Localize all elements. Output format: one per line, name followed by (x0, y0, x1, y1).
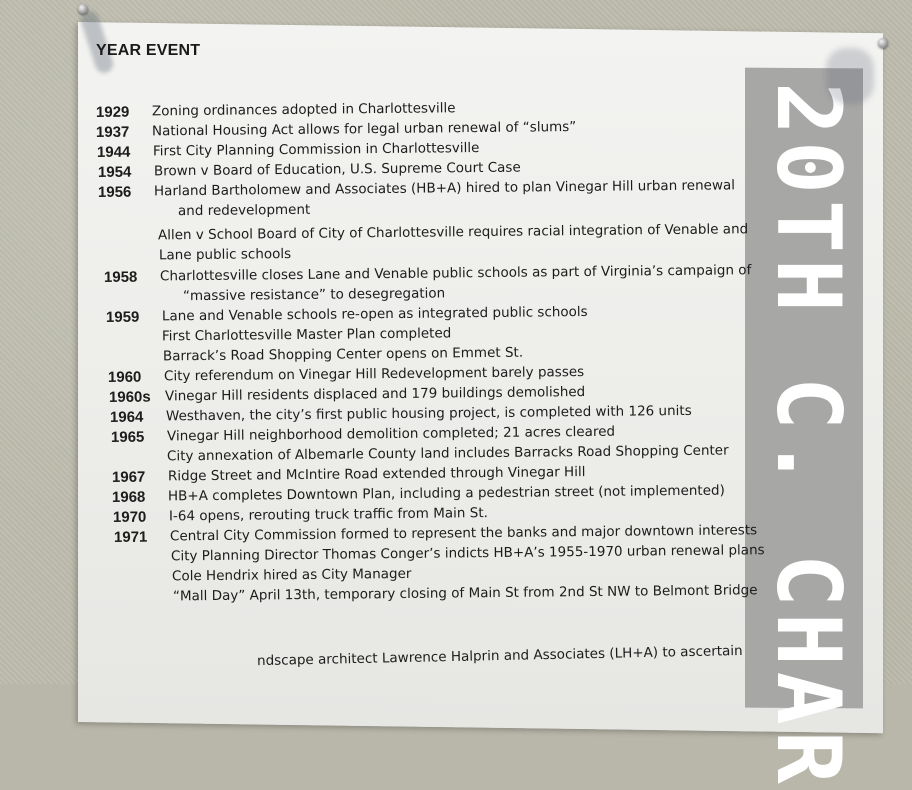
timeline-event: Vinegar Hill neighborhood demolition completed; 21 acres cleared (167, 424, 615, 445)
timeline-event: Ridge Street and McIntire Road extended through Vinegar Hill (168, 464, 586, 484)
timeline-year: 1956 (98, 183, 154, 201)
timeline-event: Zoning ordinances adopted in Charlottesville (152, 100, 456, 119)
timeline-event: City Planning Director Thomas Conger’s indicts HB+A’s 1955-1970 urban renewal plans (171, 542, 765, 564)
pin-shadow (826, 48, 874, 104)
timeline-year: 1970 (113, 508, 169, 526)
timeline-event: Vinegar Hill residents displaced and 179 buildings demolished (165, 384, 585, 404)
timeline-year: 1971 (114, 528, 170, 546)
timeline-year: 1929 (96, 103, 152, 121)
timeline-event: “Mall Day” April 13th, temporary closing of Main St from 2nd St NW to Belmont Bridge (173, 582, 758, 604)
timeline-year: 1968 (112, 488, 168, 506)
push-pin-icon (878, 38, 888, 48)
timeline-event: and redevelopment (178, 202, 310, 219)
timeline-event: City annexation of Albemarle County land includes Barracks Road Shopping Center (167, 443, 729, 465)
timeline-event: Lane public schools (159, 246, 291, 263)
timeline-year: 1967 (112, 468, 168, 486)
timeline-year: 1959 (106, 308, 162, 326)
timeline-event: “massive resistance” to desegregation (183, 285, 445, 304)
column-header: YEAR EVENT (96, 42, 200, 60)
timeline-year: 1965 (111, 428, 167, 446)
timeline-event: National Housing Act allows for legal urban renewal of “slums” (152, 119, 576, 139)
timeline-event: Brown v Board of Education, U.S. Supreme Court Case (154, 160, 521, 180)
timeline-year: 1964 (110, 408, 166, 426)
timeline-year: 1937 (96, 123, 152, 141)
timeline-event: Central City Commission formed to represent the banks and major downtown interests (170, 522, 757, 544)
timeline-event: Allen v School Board of City of Charlottesville requires racial integration of Venable and (158, 221, 748, 243)
partial-cutoff-line: ndscape architect Lawrence Halprin and Associates (LH+A) to ascertain (257, 643, 743, 669)
timeline-year: 1944 (97, 143, 153, 161)
push-pin-icon (78, 4, 88, 14)
timeline-event: First City Planning Commission in Charlottesville (153, 140, 480, 159)
timeline-event: City referendum on Vinegar Hill Redevelopment barely passes (164, 364, 584, 384)
timeline-event: HB+A completes Downtown Plan, including a pedestrian street (not implemented) (168, 483, 725, 505)
timeline-event: Charlottesville closes Lane and Venable public schools as part of Virginia’s campaign of (160, 262, 751, 284)
timeline-event: I-64 opens, rerouting truck traffic from Main St. (169, 505, 488, 524)
timeline-event: Cole Hendrix hired as City Manager (172, 566, 412, 585)
timeline-year: 1958 (104, 268, 160, 286)
timeline-year: 1960s (109, 388, 165, 406)
timeline-year: 1960 (108, 368, 164, 386)
timeline-event: Harland Bartholomew and Associates (HB+A) hired to plan Vinegar Hill urban renewal (154, 177, 735, 199)
side-title-text: 20TH C. CHAR (757, 82, 860, 790)
timeline-event: Lane and Venable schools re-open as integrated public schools (162, 304, 588, 324)
timeline-year: 1954 (98, 163, 154, 181)
timeline-event: First Charlottesville Master Plan completed (162, 325, 451, 344)
timeline-event: Westhaven, the city’s first public housing project, is completed with 126 units (166, 403, 692, 425)
timeline-event: Barrack’s Road Shopping Center opens on Emmet St. (163, 345, 523, 365)
